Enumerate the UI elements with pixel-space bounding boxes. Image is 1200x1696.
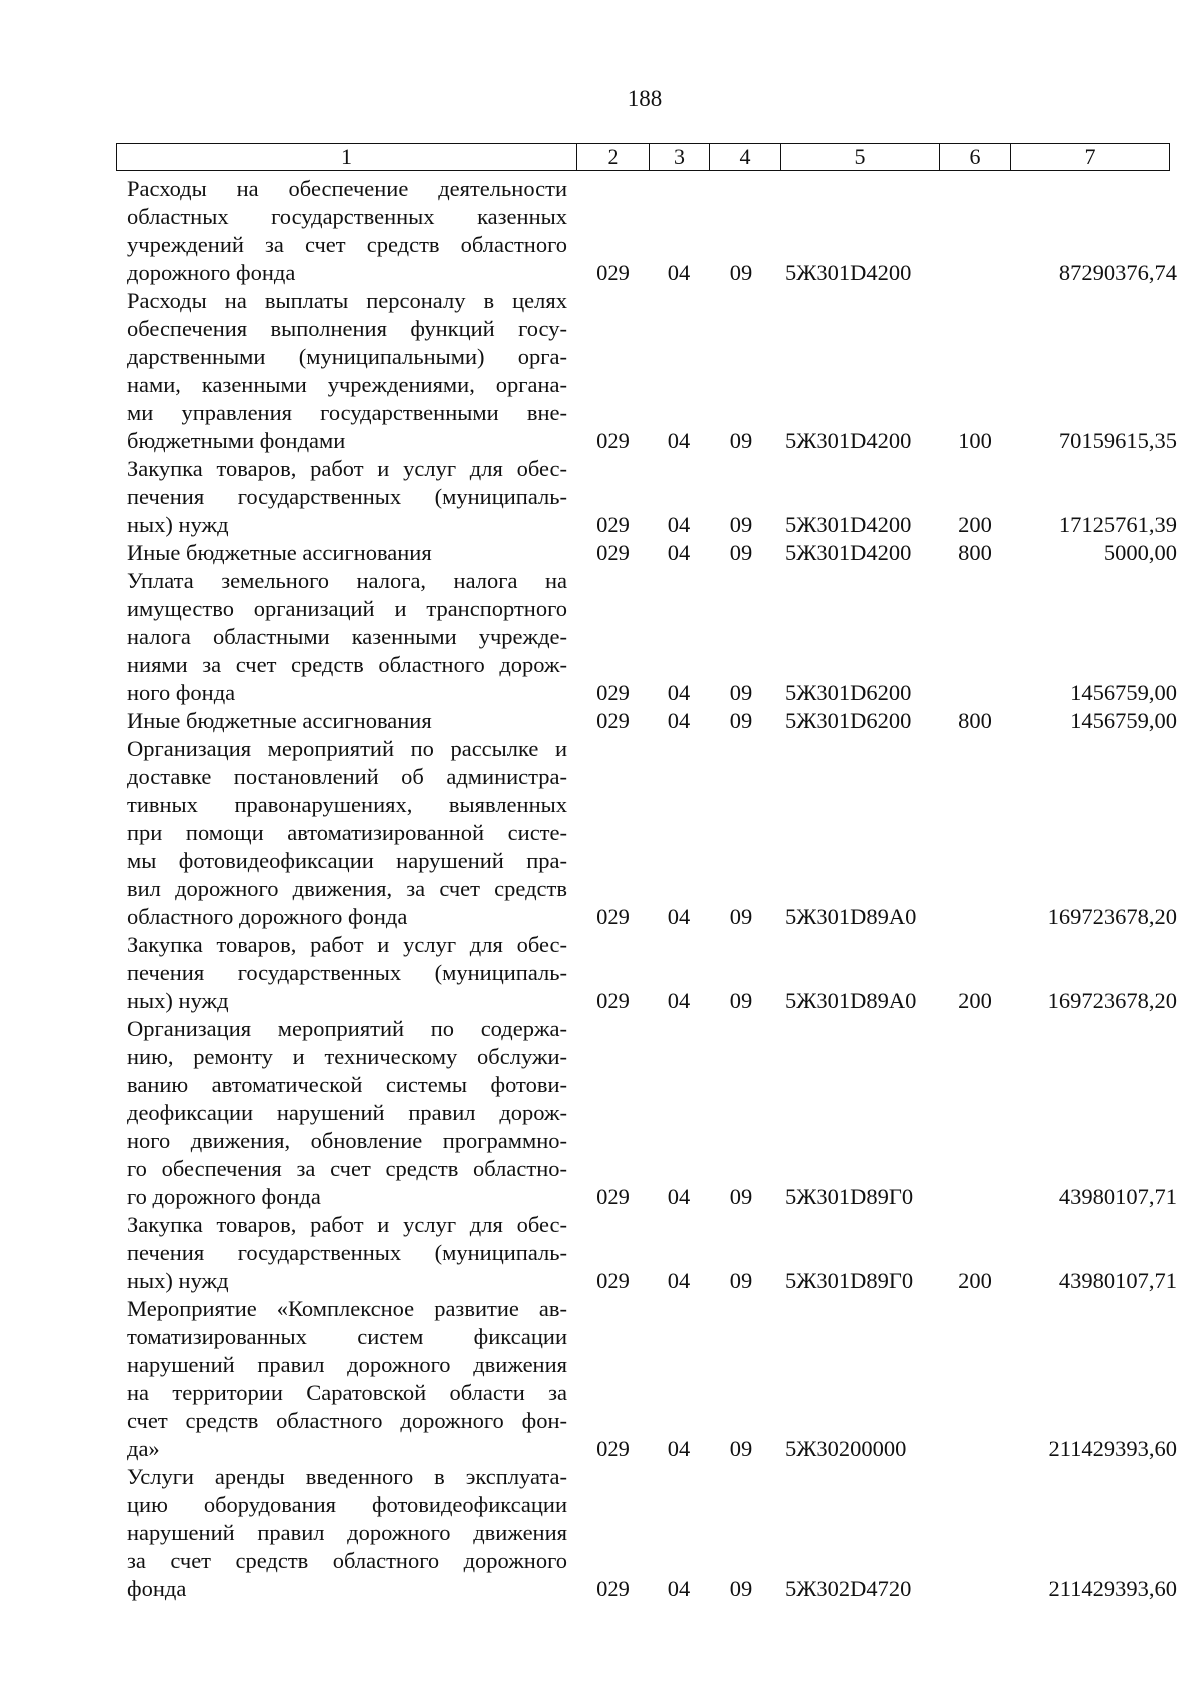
cell-col-5: 5Ж301D89Г0 [785,1268,914,1293]
description-line: доставке постановлений об администра- [127,764,567,789]
table-row [127,175,1177,287]
cell-col-3: 04 [667,988,691,1013]
table-row [127,1295,1177,1463]
row-description [127,1295,567,1463]
cell-col-4: 09 [729,260,753,285]
description-line: Закупка товаров, работ и услуг для обес- [127,932,567,957]
cell-col-4: 09 [729,512,753,537]
cell-col-2: 029 [596,1576,630,1601]
cell-col-7: 70159615,35 [1058,428,1177,453]
cell-col-2: 029 [596,540,630,565]
table-row [127,931,1177,1015]
row-description [127,455,567,539]
cell-col-3: 04 [667,512,691,537]
cell-col-3: 04 [667,1436,691,1461]
description-line: го дорожного фонда [127,1184,321,1209]
description-line: Мероприятие «Комплексное развитие ав- [127,1296,567,1321]
description-line: ного движения, обновление программно- [127,1128,567,1153]
description-line: обеспечения выполнения функций госу- [127,316,567,341]
table-row [127,287,1177,455]
cell-col-7: 87290376,74 [1058,260,1177,285]
description-line: Уплата земельного налога, налога на [127,568,567,593]
header-col-3: 3 [650,144,710,170]
row-description [127,175,567,287]
cell-col-7: 17125761,39 [1058,512,1177,537]
description-line: ных) нужд [127,512,229,537]
description-line: томатизированных систем фиксации [127,1324,567,1349]
description-line: ванию автоматической системы фотови- [127,1072,567,1097]
description-line: счет средств областного дорожного фон- [127,1408,567,1433]
table-row [127,455,1177,539]
cell-col-4: 09 [729,1576,753,1601]
row-description [127,567,567,707]
cell-col-7: 211429393,60 [1048,1436,1177,1461]
row-description [127,1463,567,1603]
description-line: нарушений правил дорожного движения [127,1520,567,1545]
description-line: Организация мероприятий по содержа- [127,1016,567,1041]
cell-col-3: 04 [667,428,691,453]
description-line: го обеспечения за счет средств областно- [127,1156,567,1181]
cell-col-3: 04 [667,1576,691,1601]
description-line: Иные бюджетные ассигнования [127,540,432,565]
cell-col-4: 09 [729,428,753,453]
table-row [127,1211,1177,1295]
cell-col-5: 5Ж301D6200 [785,708,912,733]
header-col-4: 4 [710,144,781,170]
description-line: вил дорожного движения, за счет средств [127,876,567,901]
cell-col-2: 029 [596,1436,630,1461]
cell-col-5: 5Ж30200000 [785,1436,907,1461]
cell-col-5: 5Ж301D89А0 [785,988,917,1013]
cell-col-4: 09 [729,988,753,1013]
cell-col-2: 029 [596,708,630,733]
table-row [127,1015,1177,1211]
description-line: мы фотовидеофиксации нарушений пра- [127,848,567,873]
description-line: печения государственных (муниципаль- [127,484,567,509]
cell-col-2: 029 [596,512,630,537]
header-col-2: 2 [577,144,650,170]
header-col-1: 1 [117,144,577,170]
description-line: Услуги аренды введенного в эксплуата- [127,1464,567,1489]
description-line: Закупка товаров, работ и услуг для обес- [127,456,567,481]
row-description [127,931,567,1015]
description-line: за счет средств областного дорожного [127,1548,567,1573]
description-line: ми управления государственными вне- [127,400,567,425]
description-line: Иные бюджетные ассигнования [127,708,432,733]
cell-col-7: 169723678,20 [1047,904,1177,929]
description-line: областного дорожного фонда [127,904,408,929]
description-line: Закупка товаров, работ и услуг для обес- [127,1212,567,1237]
description-line: при помощи автоматизированной систе- [127,820,567,845]
cell-col-4: 09 [729,1184,753,1209]
row-description [127,707,567,735]
cell-col-4: 09 [729,540,753,565]
cell-col-4: 09 [729,1268,753,1293]
description-line: ниями за счет средств областного дорож- [127,652,567,677]
description-line: учреждений за счет средств областного [127,232,567,257]
cell-col-3: 04 [667,904,691,929]
cell-col-7: 5000,00 [1103,540,1177,565]
description-line: печения государственных (муниципаль- [127,1240,567,1265]
cell-col-3: 04 [667,1268,691,1293]
row-description [127,1015,567,1211]
cell-col-6: 200 [958,1268,992,1293]
table-body [127,175,1177,1603]
description-line: деофиксации нарушений правил дорож- [127,1100,567,1125]
cell-col-2: 029 [596,988,630,1013]
cell-col-2: 029 [596,1268,630,1293]
cell-col-5: 5Ж301D4200 [785,428,912,453]
cell-col-3: 04 [667,540,691,565]
cell-col-5: 5Ж301D4200 [785,540,912,565]
description-line: нами, казенными учреждениями, органа- [127,372,567,397]
cell-col-3: 04 [667,680,691,705]
table-header [116,143,1170,171]
cell-col-5: 5Ж301D6200 [785,680,912,705]
table-row [127,1463,1177,1603]
description-line: дарственными (муниципальными) орга- [127,344,567,369]
cell-col-6: 200 [958,512,992,537]
cell-col-7: 169723678,20 [1047,988,1177,1013]
cell-col-5: 5Ж302D4720 [785,1576,912,1601]
description-line: Организация мероприятий по рассылке и [127,736,567,761]
description-line: налога областными казенными учрежде- [127,624,567,649]
row-description [127,735,567,931]
row-description [127,1211,567,1295]
row-description [127,539,567,567]
cell-col-7: 1456759,00 [1070,680,1177,705]
cell-col-7: 43980107,71 [1058,1268,1177,1293]
description-line: имущество организаций и транспортного [127,596,567,621]
cell-col-6: 100 [958,428,992,453]
header-col-7: 7 [1084,144,1096,169]
cell-col-3: 04 [667,1184,691,1209]
description-line: ных) нужд [127,988,229,1013]
cell-col-6: 800 [958,540,992,565]
cell-col-5: 5Ж301D89Г0 [785,1184,914,1209]
description-line: на территории Саратовской области за [127,1380,567,1405]
cell-col-5: 5Ж301D89А0 [785,904,917,929]
cell-col-5: 5Ж301D4200 [785,260,912,285]
cell-col-4: 09 [729,708,753,733]
cell-col-2: 029 [596,904,630,929]
table-row [127,735,1177,931]
cell-col-3: 04 [667,708,691,733]
description-line: ных) нужд [127,1268,229,1293]
cell-col-7: 1456759,00 [1070,708,1177,733]
cell-col-4: 09 [729,1436,753,1461]
description-line: печения государственных (муниципаль- [127,960,567,985]
cell-col-2: 029 [596,260,630,285]
header-col-5: 5 [781,144,940,170]
description-line: бюджетными фондами [127,428,346,453]
table-row [127,567,1177,707]
cell-col-7: 211429393,60 [1048,1576,1177,1601]
description-line: ного фонда [127,680,236,705]
header-col-6: 6 [940,144,1011,170]
cell-col-2: 029 [596,680,630,705]
cell-col-3: 04 [667,260,691,285]
cell-col-4: 09 [729,904,753,929]
page-number: 188 [627,86,663,111]
cell-col-6: 200 [958,988,992,1013]
description-line: нию, ремонту и техническому обслужи- [127,1044,567,1069]
cell-col-5: 5Ж301D4200 [785,512,912,537]
description-line: фонда [127,1576,187,1601]
table-row [127,707,1177,735]
description-line: нарушений правил дорожного движения [127,1352,567,1377]
description-line: да» [127,1436,160,1461]
cell-col-7: 43980107,71 [1058,1184,1177,1209]
cell-col-2: 029 [596,428,630,453]
description-line: дорожного фонда [127,260,296,285]
description-line: Расходы на обеспечение деятельности [127,176,567,201]
cell-col-4: 09 [729,680,753,705]
description-line: Расходы на выплаты персоналу в целях [127,288,567,313]
row-description [127,287,567,455]
table-row [127,539,1177,567]
cell-col-2: 029 [596,1184,630,1209]
description-line: цию оборудования фотовидеофиксации [127,1492,567,1517]
description-line: тивных правонарушениях, выявленных [127,792,567,817]
cell-col-6: 800 [958,708,992,733]
description-line: областных государственных казенных [127,204,567,229]
